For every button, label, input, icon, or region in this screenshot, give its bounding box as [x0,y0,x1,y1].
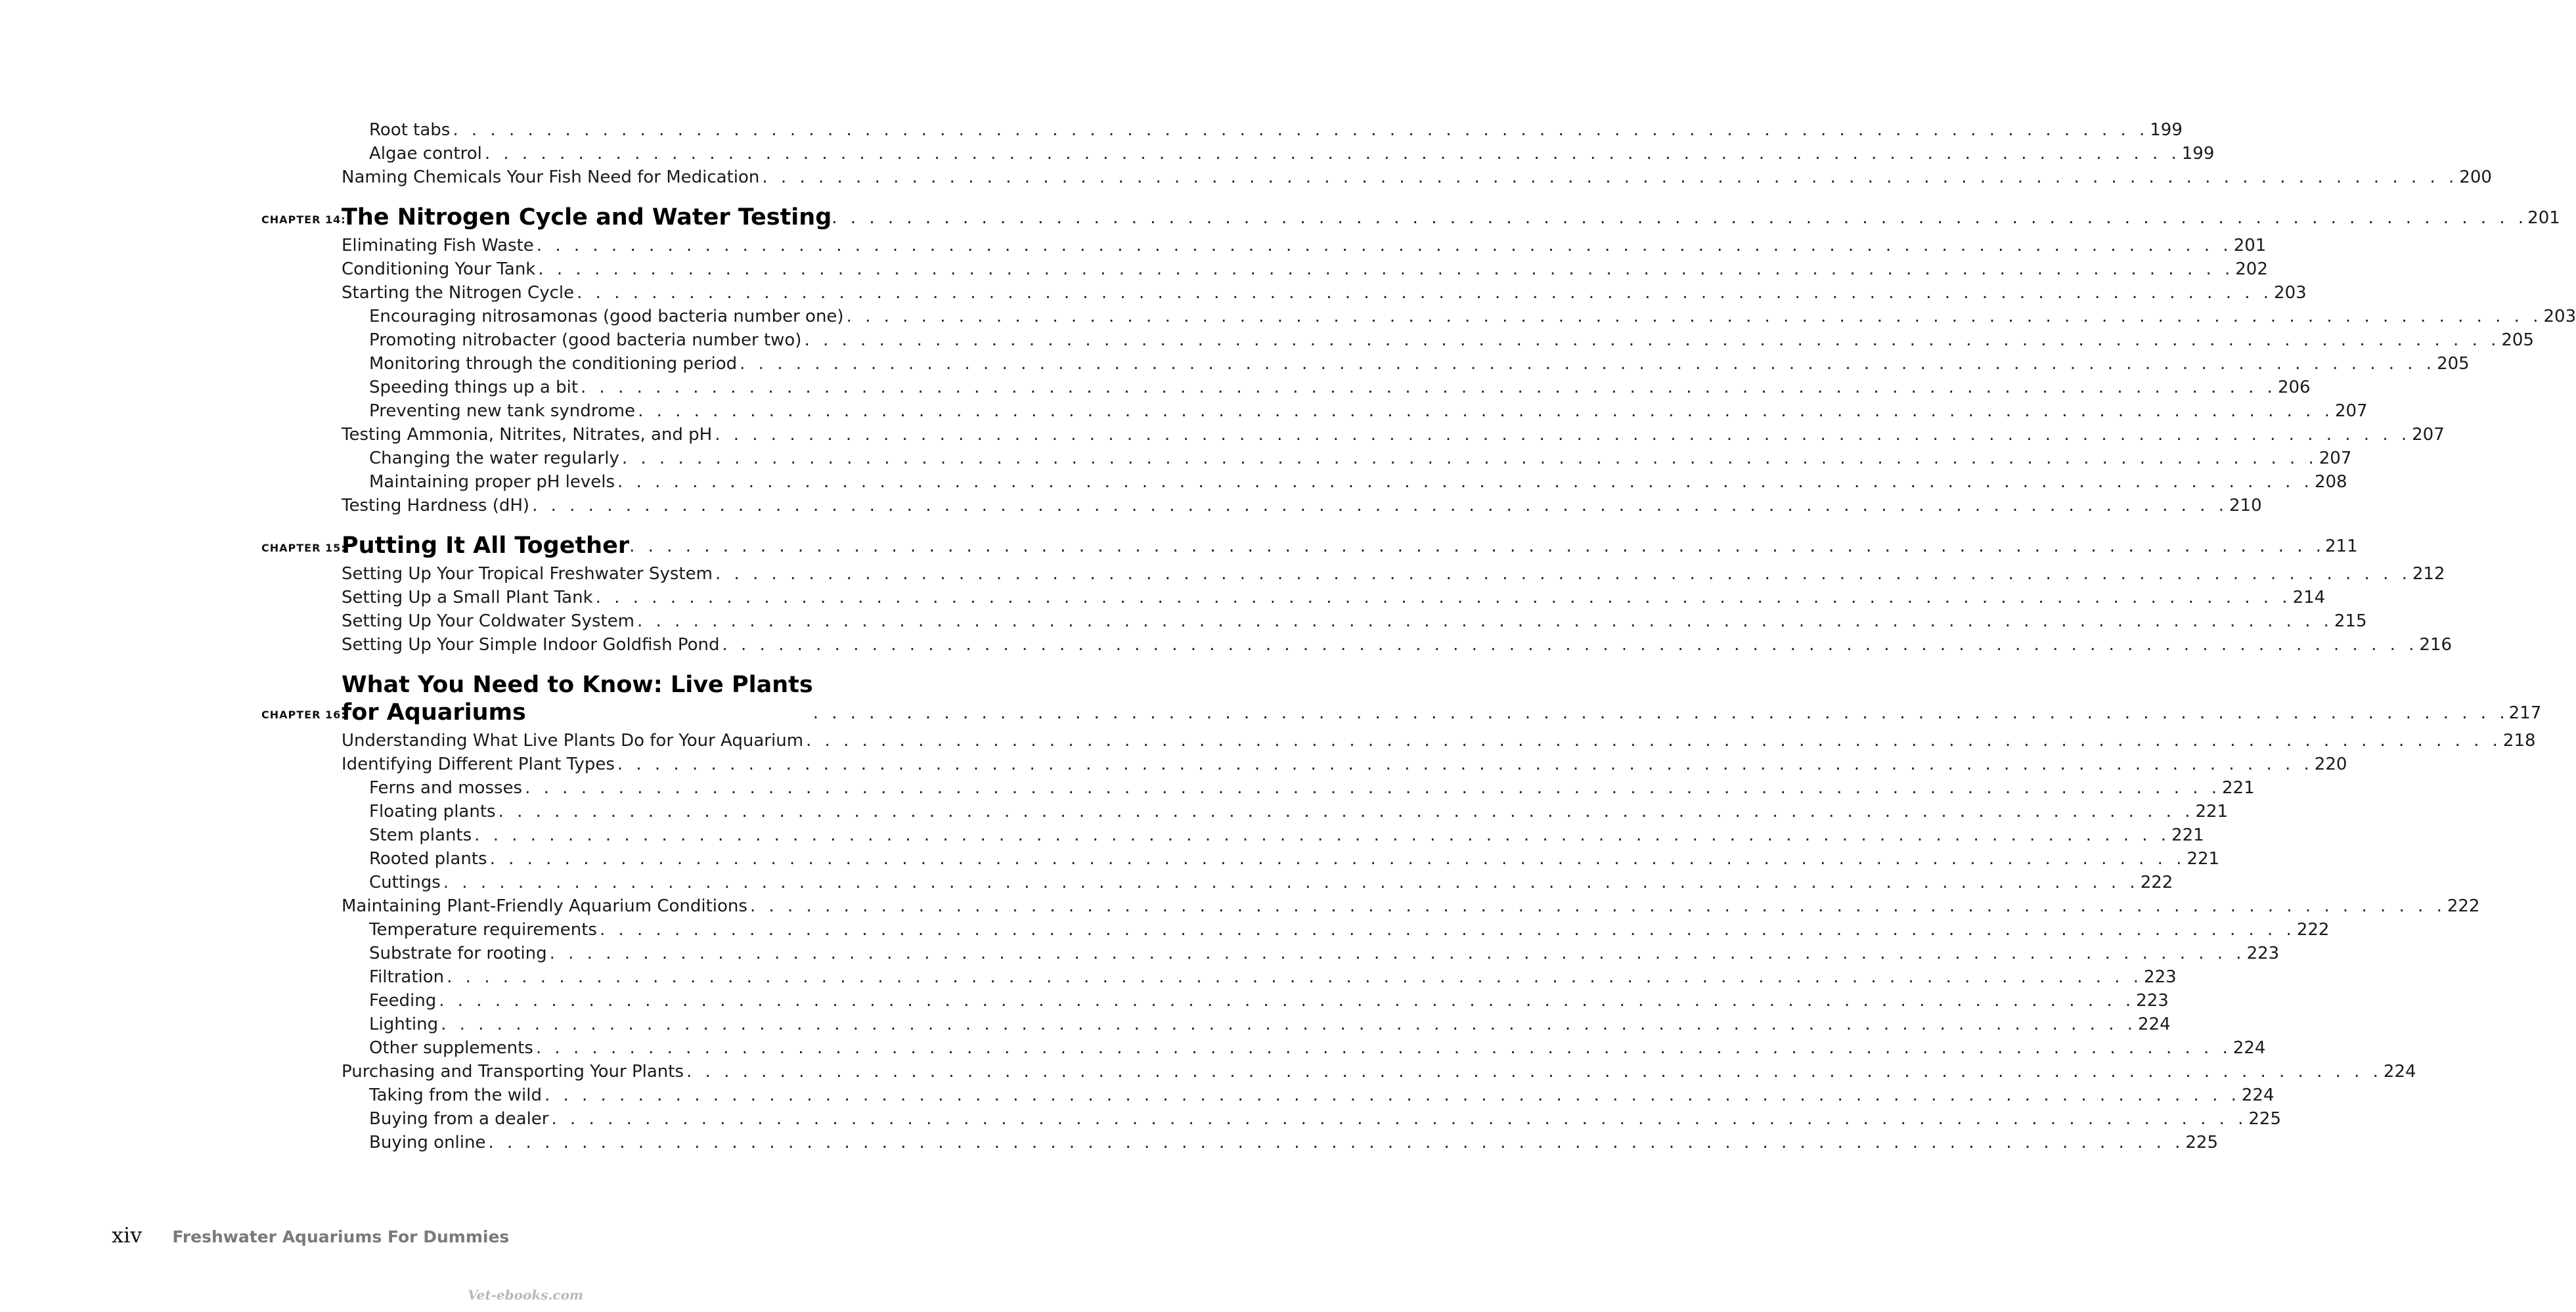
toc-entry-title: Preventing new tank syndrome [369,401,636,421]
toc-entry-title: Speeding things up a bit [369,378,579,397]
toc-entry[interactable] [342,494,2262,517]
toc-entry[interactable] [369,800,2229,823]
toc-entry-page: 221 [2195,802,2229,821]
toc-entry[interactable] [369,1013,2171,1036]
toc-entry-title: Setting Up Your Tropical Freshwater System [342,564,713,584]
toc-entry-page: 200 [2459,167,2492,187]
toc-entry-page: 222 [2140,873,2173,892]
dot-leader: . . . . . . . . . . . . . . . . . . . . . . . . . . . . . . . . . . . . . . . . . . . . . . . . . . . . . . . . . . . . . . . . . . . . . . . . . . . . . . . . . . . . . . . . . . . [806,731,2502,751]
toc-entry-title: Eliminating Fish Waste [342,236,534,255]
toc-entry-page: 203 [2274,283,2307,303]
dot-leader: . . . . . . . . . . . . . . . . . . . . . . . . . . . . . . . . . . . . . . . . . . . . . . . . . . . . . . . . . . . . . . . . . . . . . . . . . . . . . . . . . . . . . . . . . . . [535,1038,2232,1058]
toc-entry[interactable] [369,352,2470,376]
dot-leader: . . . . . . . . . . . . . . . . . . . . . . . . . . . . . . . . . . . . . . . . . . . . . . . . . . . . . . . . . . . . . . . . . . . . . . . . . . . . . . . . . . . . . . . . . . . [762,167,2458,187]
toc-entry-title: Temperature requirements [369,920,597,940]
toc-entry-page: 205 [2501,330,2535,350]
toc-entry-page: 210 [2229,496,2262,515]
toc-entry-page: 225 [2248,1109,2282,1129]
chapter-title [342,204,832,231]
toc-entry-page: 212 [2412,564,2445,584]
dot-leader: . . . . . . . . . . . . . . . . . . . . . . . . . . . . . . . . . . . . . . . . . . . . . . . . . . . . . . . . . . . . . . . . . . . . . . . . . . . . . . . . . . . . . . . . . . . [538,259,2234,279]
dot-leader: . . . . . . . . . . . . . . . . . . . . . . . . . . . . . . . . . . . . . . . . . . . . . . . . . . . . . . . . . . . . . . . . . . . . . . . . . . . . . . . . . . . . . . . . . . . [489,849,2186,869]
toc-entry-title: Testing Hardness (dH) [342,496,530,515]
toc-entry-page: 214 [2292,588,2326,607]
toc-entry[interactable] [369,470,2347,494]
toc-entry[interactable] [342,165,2492,189]
toc-entry-page: 207 [2334,401,2368,421]
dot-leader: . . . . . . . . . . . . . . . . . . . . . . . . . . . . . . . . . . . . . . . . . . . . . . . . . . . . . . . . . . . . . . . . . . . . . . . . . . . . . . . . . . . . . . . . . . . [474,825,2171,845]
dot-leader: . . . . . . . . . . . . . . . . . . . . . . . . . . . . . . . . . . . . . . . . . . . . . . . . . . . . . . . . . . . . . . . . . . . . . . . . . . . . . . . . . . . . . . . . . . . [525,778,2221,798]
chapter-title-line: The Nitrogen Cycle and Water Testing [342,204,832,230]
toc-entry[interactable] [369,1131,2219,1154]
toc-entry-title: Filtration [369,967,445,987]
chapter-page: 201 [2527,208,2560,228]
toc-entry-page: 221 [2171,825,2204,845]
toc-entry-title: Ferns and mosses [369,778,523,798]
chapter-title-line: What You Need to Know: Live Plants [342,672,813,698]
chapter-entries [0,729,2536,1154]
chapter-heading[interactable] [261,204,2560,231]
toc-entry[interactable] [369,305,2576,328]
toc-entry-page: 215 [2334,611,2367,631]
dot-leader: . . . . . . . . . . . . . . . . . . . . . . . . . . . . . . . . . . . . . . . . . . . . . . . . . . . . . . . . . . . . . . . . . . . . . . . . . . . . . . . . . . . . . . . . . . . [581,378,2276,397]
page-footer [112,1223,509,1248]
toc-entry[interactable] [369,918,2330,942]
toc-entry-title: Algae control [369,144,482,164]
toc-entry-page: 208 [2314,472,2347,492]
chapter-heading[interactable] [261,532,2358,559]
chapter-section [0,532,2453,657]
toc-entry[interactable] [369,328,2535,352]
dot-leader: . . . . . . . . . . . . . . . . . . . . . . . . . . . . . . . . . . . . . . . . . . . . . . . . . . . . . . . . . . . . . . . . . . . . . . . . . . . . . . . . . . . . . . . . . . . [439,991,2135,1011]
toc-entry-page: 222 [2296,920,2330,940]
dot-leader: . . . . . . . . . . . . . . . . . . . . . . . . . . . . . . . . . . . . . . . . . . . . . . . . . . . . . . . . . . . . . . . . . . . . . . . . . . . . . . . . . . . . . . . . . . . [532,496,2228,515]
toc-entry-title: Setting Up Your Simple Indoor Goldfish Pond [342,635,720,655]
toc-entry-title: Feeding [369,991,437,1011]
toc-entry[interactable] [342,257,2268,281]
toc-entry-title: Maintaining proper pH levels [369,472,615,492]
toc-entry-page: 201 [2233,236,2267,255]
toc-entry-title: Substrate for rooting [369,944,547,963]
dot-leader: . . . . . . . . . . . . . . . . . . . . . . . . . . . . . . . . . . . . . . . . . . . . . . . . . . . . . . . . . . . . . . . . . . . . . . . . . . . . . . . . . . . . . . . . . . . [715,564,2411,584]
dot-leader: . . . . . . . . . . . . . . . . . . . . . . . . . . . . . . . . . . . . . . . . . . . . . . . . . . . . . . . . . . . . . . . . . . . . . . . . . . . . . . . . . . . . . . . . . . . [722,635,2418,655]
toc-entry-title: Setting Up a Small Plant Tank [342,588,593,607]
toc-entry-title: Buying from a dealer [369,1109,549,1129]
toc-entry-title: Purchasing and Transporting Your Plants [342,1062,684,1082]
toc-entry-page: 207 [2412,425,2445,445]
toc-chapters [0,204,2576,1154]
toc-entry[interactable] [369,1107,2282,1131]
toc-entry-page: 207 [2319,448,2352,468]
toc-entry[interactable] [369,447,2352,470]
toc-entry-page: 203 [2543,307,2576,326]
toc-entry[interactable] [369,376,2311,399]
toc-entry[interactable] [342,562,2445,586]
toc-entry-title: Changing the water regularly [369,448,619,468]
chapter-title [342,532,629,559]
toc-entry[interactable] [342,609,2367,633]
chapter-title-line: Putting It All Together [342,533,630,559]
toc-entry[interactable] [342,586,2326,609]
dot-leader: . . . . . . . . . . . . . . . . . . . . . . . . . . . . . . . . . . . . . . . . . . . . . . . . . . . . . . . . . . . . . . . . . . . . . . . . . . . . . . . . . . . . . . . . . . . [453,120,2149,140]
watermark-text: Vet-ebooks.com [468,1287,584,1303]
toc-lead-entries [0,118,2492,189]
chapter-page: 217 [2508,703,2542,723]
dot-leader: . . . . . . . . . . . . . . . . . . . . . . . . . . . . . . . . . . . . . . . . . . . . . . . . . . . . . . . . . . . . . . . . . . . . . . . . . . . . . . . . . . . . . . . . . . . [595,588,2292,607]
dot-leader: . . . . . . . . . . . . . . . . . . . . . . . . . . . . . . . . . . . . . . . . . . . . . . . . . . . . . . . . . . . . . . . . . . . . . . . . . . . . . . . . . . . . . . . . . . . [804,330,2500,350]
toc-entry[interactable] [369,399,2368,423]
dot-leader: . . . . . . . . . . . . . . . . . . . . . . . . . . . . . . . . . . . . . . . . . . . . . . . . . . . . . . . . . . . . . . . . . . . . . . . . . . . . . . . . . . . . . . . . . . . [715,425,2411,445]
toc-entry-page: 224 [2241,1085,2275,1105]
dot-leader: . . . . . . . . . . . . . . . . . . . . . . . . . . . . . . . . . . . . . . . . . . . . . . . . . . . . . . . . . . . . . . . . . . . . . . . . . . . . . . . . . . . . . . . . . . . [549,944,2246,963]
toc-entry-title: Naming Chemicals Your Fish Need for Medication [342,167,760,187]
toc-entry-page: 199 [2181,144,2215,164]
toc-entry[interactable] [342,753,2347,776]
toc-entry-title: Promoting nitrobacter (good bacteria number two) [369,330,802,350]
toc-entry[interactable] [369,118,2183,142]
toc-entry-title: Rooted plants [369,849,487,869]
toc-entry[interactable] [342,234,2267,257]
toc-entry-title: Understanding What Live Plants Do for Your Aquarium [342,731,804,751]
dot-leader: . . . . . . . . . . . . . . . . . . . . . . . . . . . . . . . . . . . . . . . . . . . . . . . . . . . . . . . . . . . . . . . . . . . . . . . . . . . . . . . . . . . . . . . . . . . [637,611,2333,631]
dot-leader: . . . . . . . . . . . . . . . . . . . . . . . . . . . . . . . . . . . . . . . . . . . . . . . . . . . . . . . . . . . . . . . . . . . . . . . . . . . . . . . . . . . . . . . . . . . [832,208,2528,228]
toc-entry-page: 218 [2502,731,2536,751]
chapter-entries [0,234,2576,517]
dot-leader: . . . . . . . . . . . . . . . . . . . . . . . . . . . . . . . . . . . . . . . . . . . . . . . . . . . . . . . . . . . . . . . . . . . . . . . . . . . . . . . . . . . . . . . . . . . [621,448,2318,468]
running-book-title: Freshwater Aquariums For Dummies [172,1227,510,1246]
toc-entry-page: 223 [2246,944,2280,963]
dot-leader: . . . . . . . . . . . . . . . . . . . . . . . . . . . . . . . . . . . . . . . . . . . . . . . . . . . . . . . . . . . . . . . . . . . . . . . . . . . . . . . . . . . . . . . . . . . [749,896,2446,916]
dot-leader: . . . . . . . . . . . . . . . . . . . . . . . . . . . . . . . . . . . . . . . . . . . . . . . . . . . . . . . . . . . . . . . . . . . . . . . . . . . . . . . . . . . . . . . . . . . [740,354,2436,374]
toc-entry-page: 224 [2232,1038,2266,1058]
toc-entry-title: Starting the Nitrogen Cycle [342,283,575,303]
toc-entry-title: Testing Ammonia, Nitrites, Nitrates, and pH [342,425,713,445]
toc-entry-page: 216 [2419,635,2453,655]
chapter-label: CHAPTER 15: [261,542,346,554]
toc-entry[interactable] [369,776,2255,800]
toc-entry[interactable] [369,942,2280,965]
dot-leader: . . . . . . . . . . . . . . . . . . . . . . . . . . . . . . . . . . . . . . . . . . . . . . . . . . . . . . . . . . . . . . . . . . . . . . . . . . . . . . . . . . . . . . . . . . . [638,401,2334,421]
toc-entry-page: 224 [2138,1015,2171,1034]
chapter-title [342,671,813,726]
toc-entry-title: Floating plants [369,802,496,821]
toc-entry-title: Identifying Different Plant Types [342,754,615,774]
toc-entry-page: 221 [2187,849,2220,869]
toc-entry[interactable] [369,1036,2266,1060]
chapter-entries [0,562,2453,657]
toc-entry[interactable] [342,1060,2416,1083]
chapter-label: CHAPTER 16: [261,709,346,721]
dot-leader: . . . . . . . . . . . . . . . . . . . . . . . . . . . . . . . . . . . . . . . . . . . . . . . . . . . . . . . . . . . . . . . . . . . . . . . . . . . . . . . . . . . . . . . . . . . [498,802,2194,821]
dot-leader: . . . . . . . . . . . . . . . . . . . . . . . . . . . . . . . . . . . . . . . . . . . . . . . . . . . . . . . . . . . . . . . . . . . . . . . . . . . . . . . . . . . . . . . . . . . [544,1085,2240,1105]
toc-entry-page: 225 [2185,1133,2219,1152]
toc-entry-title: Taking from the wild [369,1085,542,1105]
dot-leader: . . . . . . . . . . . . . . . . . . . . . . . . . . . . . . . . . . . . . . . . . . . . . . . . . . . . . . . . . . . . . . . . . . . . . . . . . . . . . . . . . . . . . . . . . . . [536,236,2232,255]
toc-entry-title: Encouraging nitrosamonas (good bacteria number one) [369,307,844,326]
toc-entry[interactable] [369,871,2173,894]
dot-leader: . . . . . . . . . . . . . . . . . . . . . . . . . . . . . . . . . . . . . . . . . . . . . . . . . . . . . . . . . . . . . . . . . . . . . . . . . . . . . . . . . . . . . . . . . . . [447,967,2143,987]
toc-entry-title: Lighting [369,1015,439,1034]
dot-leader: . . . . . . . . . . . . . . . . . . . . . . . . . . . . . . . . . . . . . . . . . . . . . . . . . . . . . . . . . . . . . . . . . . . . . . . . . . . . . . . . . . . . . . . . . . . [629,536,2326,556]
table-of-contents [0,118,2576,1154]
chapter-heading[interactable] [261,671,2542,726]
toc-entry-title: Root tabs [369,120,451,140]
toc-entry[interactable] [369,989,2169,1013]
dot-leader: . . . . . . . . . . . . . . . . . . . . . . . . . . . . . . . . . . . . . . . . . . . . . . . . . . . . . . . . . . . . . . . . . . . . . . . . . . . . . . . . . . . . . . . . . . . [443,873,2139,892]
toc-entry-page: 223 [2144,967,2177,987]
dot-leader: . . . . . . . . . . . . . . . . . . . . . . . . . . . . . . . . . . . . . . . . . . . . . . . . . . . . . . . . . . . . . . . . . . . . . . . . . . . . . . . . . . . . . . . . . . . [812,703,2509,723]
dot-leader: . . . . . . . . . . . . . . . . . . . . . . . . . . . . . . . . . . . . . . . . . . . . . . . . . . . . . . . . . . . . . . . . . . . . . . . . . . . . . . . . . . . . . . . . . . . [441,1015,2137,1034]
toc-entry-page: 199 [2150,120,2183,140]
chapter-section [0,671,2542,1154]
toc-entry-page: 205 [2437,354,2470,374]
toc-entry-title: Monitoring through the conditioning period [369,354,738,374]
toc-entry-title: Conditioning Your Tank [342,259,536,279]
chapter-label: CHAPTER 14: [261,213,346,226]
toc-entry[interactable] [342,729,2536,753]
toc-entry-title: Setting Up Your Coldwater System [342,611,635,631]
toc-entry[interactable] [342,423,2445,447]
toc-entry-page: 223 [2136,991,2169,1011]
toc-entry[interactable] [369,142,2215,165]
toc-entry[interactable] [342,894,2480,918]
toc-entry-page: 224 [2383,1062,2416,1082]
dot-leader: . . . . . . . . . . . . . . . . . . . . . . . . . . . . . . . . . . . . . . . . . . . . . . . . . . . . . . . . . . . . . . . . . . . . . . . . . . . . . . . . . . . . . . . . . . . [617,472,2313,492]
toc-entry-title: Stem plants [369,825,472,845]
toc-entry[interactable] [369,965,2177,989]
toc-entry-page: 220 [2314,754,2347,774]
toc-entry[interactable] [369,847,2220,871]
toc-entry-title: Other supplements [369,1038,533,1058]
toc-entry[interactable] [342,633,2453,657]
dot-leader: . . . . . . . . . . . . . . . . . . . . . . . . . . . . . . . . . . . . . . . . . . . . . . . . . . . . . . . . . . . . . . . . . . . . . . . . . . . . . . . . . . . . . . . . . . . [617,754,2313,774]
toc-entry-title: Maintaining Plant-Friendly Aquarium Conditions [342,896,747,916]
toc-entry-title: Buying online [369,1133,486,1152]
page-folio: xiv [112,1223,143,1248]
toc-entry-page: 202 [2235,259,2268,279]
chapter-section [0,204,2576,517]
dot-leader: . . . . . . . . . . . . . . . . . . . . . . . . . . . . . . . . . . . . . . . . . . . . . . . . . . . . . . . . . . . . . . . . . . . . . . . . . . . . . . . . . . . . . . . . . . . [551,1109,2248,1129]
toc-entry[interactable] [342,281,2307,305]
dot-leader: . . . . . . . . . . . . . . . . . . . . . . . . . . . . . . . . . . . . . . . . . . . . . . . . . . . . . . . . . . . . . . . . . . . . . . . . . . . . . . . . . . . . . . . . . . . [686,1062,2382,1082]
dot-leader: . . . . . . . . . . . . . . . . . . . . . . . . . . . . . . . . . . . . . . . . . . . . . . . . . . . . . . . . . . . . . . . . . . . . . . . . . . . . . . . . . . . . . . . . . . . [846,307,2543,326]
dot-leader: . . . . . . . . . . . . . . . . . . . . . . . . . . . . . . . . . . . . . . . . . . . . . . . . . . . . . . . . . . . . . . . . . . . . . . . . . . . . . . . . . . . . . . . . . . . [599,920,2296,940]
dot-leader: . . . . . . . . . . . . . . . . . . . . . . . . . . . . . . . . . . . . . . . . . . . . . . . . . . . . . . . . . . . . . . . . . . . . . . . . . . . . . . . . . . . . . . . . . . . [484,144,2181,164]
toc-entry[interactable] [369,1083,2275,1107]
toc-entry[interactable] [369,823,2204,847]
toc-entry-page: 206 [2277,378,2311,397]
toc-entry-page: 222 [2447,896,2480,916]
chapter-page: 211 [2325,536,2358,556]
toc-entry-title: Cuttings [369,873,441,892]
dot-leader: . . . . . . . . . . . . . . . . . . . . . . . . . . . . . . . . . . . . . . . . . . . . . . . . . . . . . . . . . . . . . . . . . . . . . . . . . . . . . . . . . . . . . . . . . . . [577,283,2273,303]
toc-entry-page: 221 [2222,778,2255,798]
chapter-title-line: for Aquariums [342,699,526,726]
dot-leader: . . . . . . . . . . . . . . . . . . . . . . . . . . . . . . . . . . . . . . . . . . . . . . . . . . . . . . . . . . . . . . . . . . . . . . . . . . . . . . . . . . . . . . . . . . . [488,1133,2185,1152]
